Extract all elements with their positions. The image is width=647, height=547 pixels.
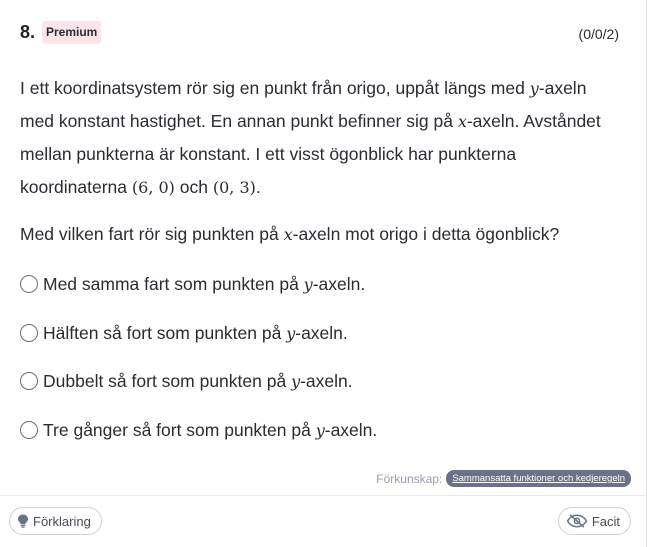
math-variable: y [529,79,539,98]
facit-label: Facit [591,513,620,529]
question-points: (0/0/2) [578,26,619,42]
prerequisite-label: Förkunskap: [376,471,443,486]
math-variable: y [315,420,325,440]
question-text [20,72,620,204]
facit-button[interactable] [558,507,631,535]
math-variable: y [291,371,301,391]
answer-option[interactable] [20,321,348,345]
text-segment: Med vilken fart rör sig punkten på [20,224,284,244]
question-header [20,22,619,48]
answer-option[interactable] [20,272,365,296]
explanation-label: Förklaring [33,513,91,529]
text-segment: . [255,177,261,197]
question-number: 8. [20,22,36,42]
math-variable: x [283,225,293,244]
eye-off-icon [566,514,588,528]
text-segment: Tre gånger så fort som punkten på [43,419,316,440]
text-segment: -axeln. [324,419,378,440]
math-variable: y [286,323,296,343]
text-segment: -axeln mot origo i detta ögonblick? [292,224,560,244]
radio-button[interactable] [20,421,38,439]
text-segment: -axeln. [312,273,366,294]
text-segment: Hälften så fort som punkten på [43,322,287,343]
question-subtext [20,218,620,251]
text-segment: -axeln. Avståndet mellan punkterna är konstant. I ett visst ögonblick har punkterna koordinaterna [20,111,601,197]
footer-divider [0,495,647,496]
lightbulb-icon [17,514,29,528]
option-label [43,371,353,392]
prerequisite-tag-link[interactable]: Sammansatta funktioner och kedjeregeln [446,470,631,487]
radio-button[interactable] [20,275,38,293]
text-segment: -axeln. [300,370,353,391]
premium-badge: Premium [42,21,101,44]
text-segment: Dubbelt så fort som punkten på [43,370,292,391]
option-label [43,323,348,344]
text-segment: -axeln med konstant hastighet. En annan punkt befinner sig på [20,78,587,131]
prerequisite [376,470,631,487]
math-variable: x [457,112,467,131]
answer-option[interactable] [20,369,353,393]
explanation-button[interactable] [9,507,102,535]
math-coordinate: (0, 3) [212,178,256,197]
text-segment: -axeln. [295,322,348,343]
text-segment: Med samma fart som punkten på [43,273,304,294]
answer-option[interactable] [20,418,377,442]
text-segment: I ett koordinatsystem rör sig en punkt från origo, uppåt längs med [20,78,530,98]
radio-button[interactable] [20,324,38,342]
math-variable: y [303,274,313,294]
option-label [43,420,377,441]
radio-button[interactable] [20,372,38,390]
option-label [43,274,365,295]
math-coordinate: (6, 0) [131,178,175,197]
text-segment: och [174,177,213,197]
